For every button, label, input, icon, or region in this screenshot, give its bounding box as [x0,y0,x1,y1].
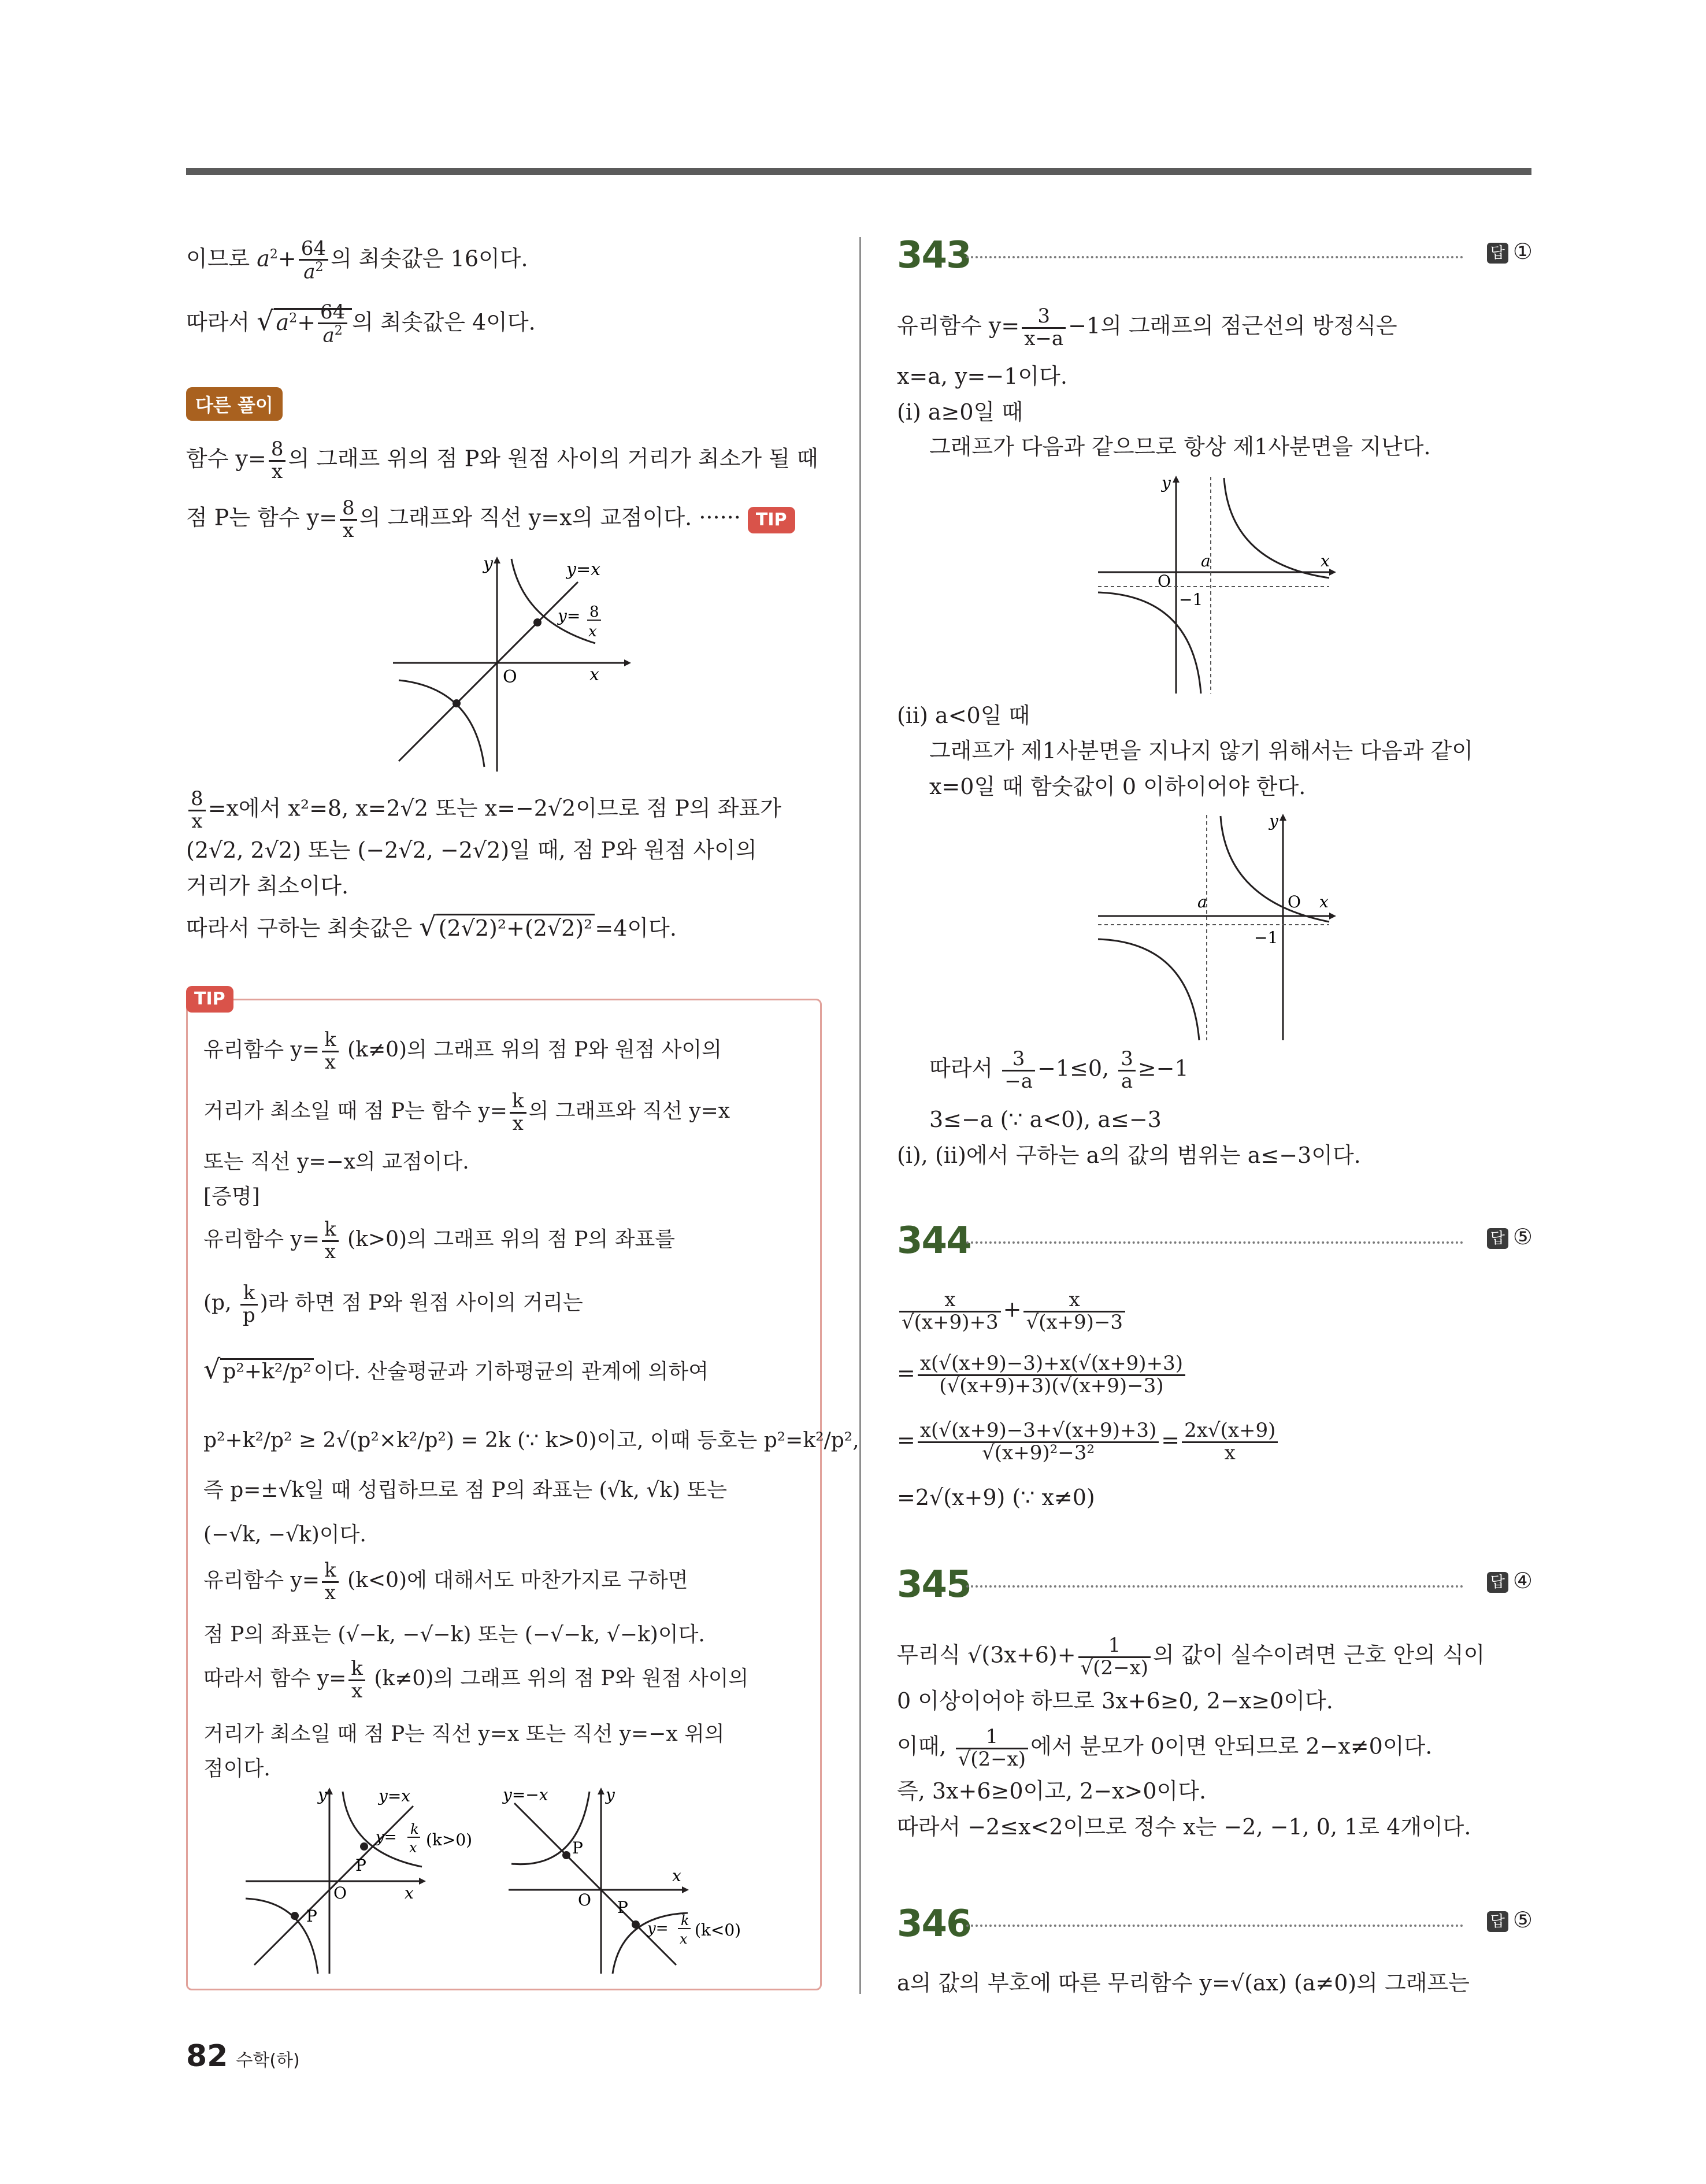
answer: 답 ① [1487,239,1533,264]
tip-line-5: 유리함수 y= $\frac{k}{x}$ (k>0)의 그래프 위의 점 P의 좌표를 [203,1218,676,1263]
tip-line-13: 따라서 함수 y= $\frac{k}{x}$ (k≠0)의 그래프 위의 점 P와 원점 사이의 [203,1657,749,1703]
curve-den: x [588,623,597,640]
svg-text:x: x [680,1931,688,1947]
svg-text:k: k [681,1912,689,1929]
p343-line-9: 3≤−a (∵ a<0), a≤−3 [929,1107,1162,1132]
problem-number: 346 [897,1903,971,1945]
answer-icon: 답 [1487,243,1508,264]
svg-text:y=x: y=x [379,1786,411,1805]
leader-dots [966,1241,1463,1244]
p343-line-3: (ⅰ) a≥0일 때 [897,399,1023,425]
problem-number: 344 [897,1219,971,1262]
problem-345-header [897,1563,1533,1604]
curve-num: 8 [589,603,599,621]
tip-line-12: 점 P의 좌표는 (√−k, −√−k) 또는 (−√−k, √−k)이다. [203,1623,705,1647]
p343-line-1: 유리함수 y= $\frac{3}{x-a}$ −1의 그래프의 점근선의 방정식은 [897,305,1397,350]
line-y-eq-x [399,582,581,761]
p343-line-10: (ⅰ), (ⅱ)에서 구하는 a의 값의 범위는 a≤−3이다. [897,1143,1361,1168]
answer-icon: 답 [1487,1572,1508,1593]
svg-text:y: y [1162,473,1171,492]
svg-text:y=: y= [647,1920,669,1937]
tip-graph-k-positive [246,1783,500,1974]
curve-label: y= [558,606,581,625]
p343-line-6: 그래프가 제1사분면을 지나지 않기 위해서는 다음과 같이 [929,738,1473,763]
line-label: y=x [566,559,601,580]
problem-number: 345 [897,1563,971,1606]
left-line-1: 이므로 $a^2+$ $\frac{64}{a^2}$ 의 최솟값은 16이다. [186,236,528,284]
tip-line-10: (−√k, −√k)이다. [203,1523,366,1547]
p343-graph-a-neg [1098,809,1352,1040]
answer: 답 ⑤ [1487,1224,1533,1249]
svg-text:x: x [672,1866,681,1885]
tip-box-badge-wrap [186,986,233,1013]
sol-line-4: 따라서 구하는 최솟값은 √ (2√2)²+(2√2)² =4이다. [186,909,677,946]
answer: 답 ⑤ [1487,1907,1533,1933]
p345-line-5: 따라서 −2≤x<2이므로 정수 x는 −2, −1, 0, 1로 4개이다. [897,1814,1471,1840]
svg-text:x: x [409,1840,417,1856]
svg-text:−1: −1 [1179,590,1203,609]
p343-line-2: x=a, y=−1이다. [897,364,1067,389]
page-number: 82 [186,2039,228,2074]
column-divider [859,237,861,1994]
tip-line-7: √ p²+k²/p² 이다. 산술평균과 기하평균의 관계에 의하여 [203,1351,709,1390]
p343-line-4: 그래프가 다음과 같으므로 항상 제1사분면을 지난다. [929,434,1431,459]
sol-line-1: $\frac{8}{x}$ =x에서 x²=8, x=2√2 또는 x=−2√2이므로 점 P의 좌표가 [186,789,781,832]
alt-solution-badge: 다른 풀이 [186,387,283,421]
curve-branch-2 [399,680,484,767]
svg-text:a: a [1201,551,1211,570]
book-title: 수학(하) [236,2050,300,2071]
answer-icon: 답 [1487,1228,1508,1249]
tip-ref-badge: TIP [748,507,795,533]
leader-dots [966,1585,1463,1588]
svg-text:x: x [1321,551,1330,570]
svg-text:−1: −1 [1254,928,1278,947]
svg-text:P: P [355,1856,366,1875]
svg-text:x: x [1319,892,1329,911]
graph-y-8-over-x [393,552,636,772]
p343-line-5: (ⅱ) a<0일 때 [897,703,1030,728]
p345-line-4: 즉, 3x+6≥0이고, 2−x>0이다. [897,1778,1207,1804]
y-axis-arrow [494,557,500,563]
p344-line-3: = $\frac{x(√(x+9)-3+√(x+9)+3)}{\text{√(x+9)²−3²}}$ = $\frac{2x√(x+9)}{x}$ [897,1421,1280,1463]
svg-text:y=−x: y=−x [503,1785,548,1804]
svg-text:O: O [578,1890,591,1909]
point-p-1 [533,618,542,626]
svg-text:y: y [318,1785,327,1804]
svg-text:k: k [410,1821,419,1837]
tip-line-15: 점이다. [203,1757,270,1781]
tip-box-badge: TIP [186,986,233,1013]
p345-line-1: 무리식 √(3x+6)+ $\frac{1}{√(2-x)}$ 의 값이 실수이려면 근호 안의 식이 [897,1634,1485,1679]
x-label: x [589,665,599,685]
p344-line-4: =2√(x+9) (∵ x≠0) [897,1485,1095,1510]
svg-text:(k<0): (k<0) [695,1920,741,1940]
answer-icon: 답 [1487,1911,1508,1932]
svg-text:P: P [572,1838,583,1857]
p343-graph-a-nonneg [1098,471,1352,694]
alt-line-1: 함수 y= $\frac{8}{x}$ 의 그래프 위의 점 P와 원점 사이의 거리가 최소가 될 때 [186,437,818,483]
alt-line-2: 점 P는 함수 y= $\frac{8}{x}$ 의 그래프와 직선 y=x의 교점이다. ······ TIP [186,498,795,541]
tip-line-8: p²+k²/p² ≥ 2√(p²×k²/p²) = 2k (∵ k>0)이고, 이때 등호는 p²=k²/p², [203,1429,859,1452]
tip-line-9: 즉 p=±√k일 때 성립하므로 점 P의 좌표는 (√k, √k) 또는 [203,1478,728,1502]
y-label: y [483,554,493,574]
tip-line-6: (p, $\frac{k}{p}$ )라 하면 점 P와 원점 사이의 거리는 [203,1281,583,1327]
tip-line-4: [증명] [203,1185,260,1208]
problem-343-header [897,234,1533,275]
problem-346-header [897,1903,1533,1943]
svg-text:O: O [1158,572,1171,591]
answer: 답 ④ [1487,1568,1533,1593]
tip-line-3: 또는 직선 y=−x의 교점이다. [203,1150,469,1174]
point-p-2 [453,699,461,707]
leader-dots [966,256,1463,258]
svg-text:x: x [405,1883,414,1903]
tip-line-14: 거리가 최소일 때 점 P는 직선 y=x 또는 직선 y=−x 위의 [203,1722,725,1746]
p346-line-1: a의 값의 부호에 따른 무리함수 y=√(ax) (a≠0)의 그래프는 [897,1970,1470,1996]
p345-line-3: 이때, $\frac{1}{√(2-x)}$ 에서 분모가 0이면 안되므로 2−x≠0이다. [897,1725,1433,1771]
svg-text:y: y [1269,811,1278,830]
left-line-2: 따라서 √ $a^2+$ $\frac{64}{a^2}$ 의 최솟값은 4이다. [186,301,536,347]
sol-line-3: 거리가 최소이다. [186,873,349,899]
sol-line-2: (2√2, 2√2) 또는 (−2√2, −2√2)일 때, 점 P와 원점 사이의 [186,837,757,863]
page-footer [186,2039,300,2074]
x-axis-arrow [624,659,631,666]
svg-text:P: P [617,1898,628,1917]
svg-text:P: P [306,1907,317,1926]
svg-text:(k>0): (k>0) [426,1830,473,1849]
tip-line-1: 유리함수 y= $\frac{k}{x}$ (k≠0)의 그래프 위의 점 P와 원점 사이의 [203,1028,722,1074]
tip-graph-k-negative [503,1783,769,1974]
origin-label: O [503,667,517,687]
problem-344-header [897,1219,1533,1260]
svg-text:O: O [333,1883,347,1903]
p343-line-8: 따라서 $\frac{3}{-a}$ −1≤0, $\frac{3}{a}$ ≥−1 [929,1047,1189,1093]
leader-dots [966,1925,1463,1927]
svg-text:a: a [1197,892,1207,911]
p345-line-2: 0 이상이어야 하므로 3x+6≥0, 2−x≥0이다. [897,1688,1333,1714]
p344-line-1: $\frac{x}{√(x+9)+3}$ + $\frac{x}{√(x+9)-3}$ [897,1290,1128,1333]
svg-text:y=: y= [376,1829,397,1846]
tip-line-2: 거리가 최소일 때 점 P는 함수 y= $\frac{k}{x}$ 의 그래프와 직선 y=x [203,1089,730,1135]
svg-text:y: y [606,1785,615,1804]
problem-number: 343 [897,234,971,277]
p343-line-7: x=0일 때 함숫값이 0 이하이어야 한다. [929,774,1306,799]
top-rule [186,168,1531,175]
p344-line-2: = $\frac{x(√(x+9)-3)+x(√(x+9)+3)}{(√(x+9)+3)(√(x+9)-3)}$ [897,1354,1188,1396]
tip-line-11: 유리함수 y= $\frac{k}{x}$ (k<0)에 대해서도 마찬가지로 구하면 [203,1559,688,1604]
svg-text:O: O [1288,892,1301,911]
